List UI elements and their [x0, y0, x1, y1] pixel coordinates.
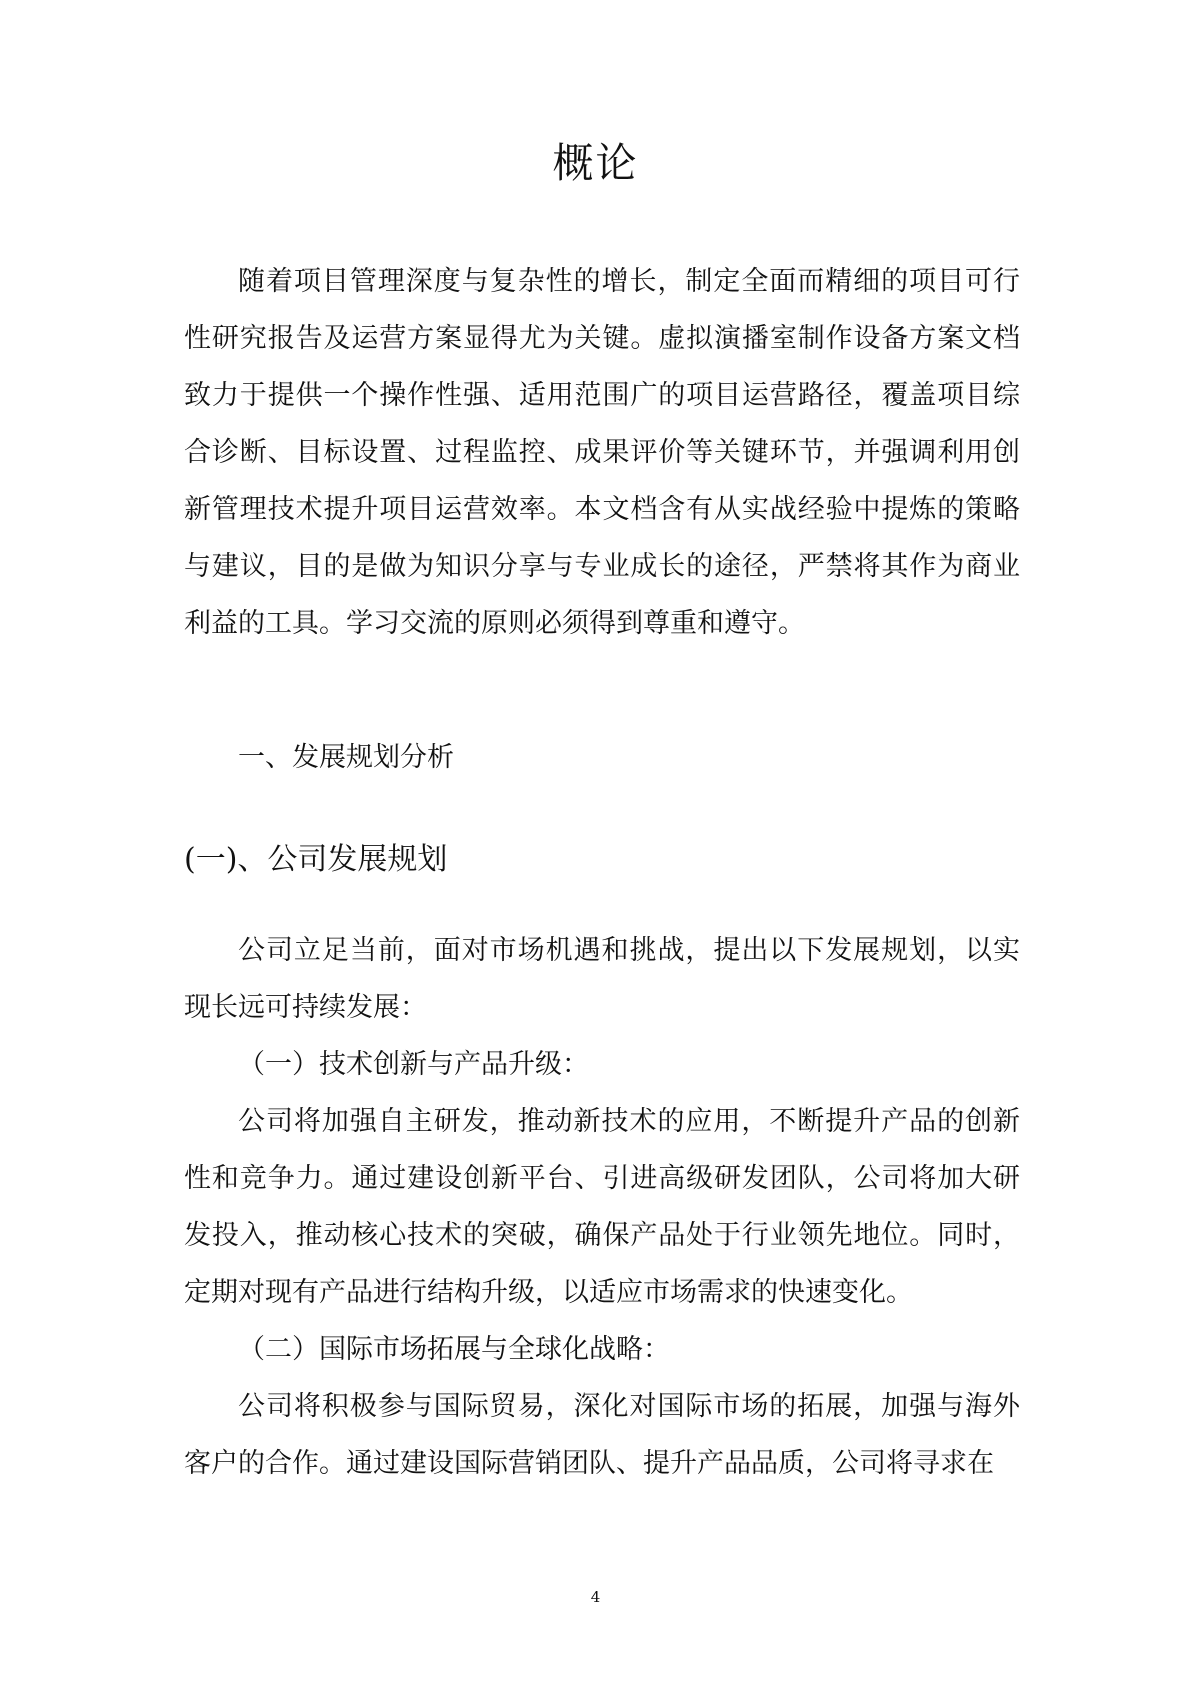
intro-paragraph: 随着项目管理深度与复杂性的增长，制定全面而精细的项目可行性研究报告及运营方案显得尤为关键。虚拟演播室制作设备方案文档致力于提供一个操作性强、适用范围广的项目运营路径，覆盖项目综合诊断、目标设置、过程监控、成果评价等关键环节，并强调利用创新管理技术提升项目运营效率。本文档含有从实战经验中提炼的策略与建议，目的是做为知识分享与专业成长的途径，严禁将其作为商业利益的工具。学习交流的原则必须得到尊重和遵守。 — [184, 266, 1020, 639]
section-heading: 一、发展规划分析 — [238, 742, 454, 773]
item2-paragraph: 公司将积极参与国际贸易，深化对国际市场的拓展，加强与海外客户的合作。通过建设国际营销团队、提升产品品质，公司将寻求在 — [184, 1391, 1020, 1479]
page-number: 4 — [590, 1588, 601, 1606]
page-title: 概论 — [552, 139, 639, 187]
subsection-heading: (一)、公司发展规划 — [184, 842, 448, 877]
plan-intro-paragraph: 公司立足当前，面对市场机遇和挑战，提出以下发展规划，以实现长远可持续发展： — [184, 935, 1020, 1023]
item1-paragraph: 公司将加强自主研发，推动新技术的应用，不断提升产品的创新性和竞争力。通过建设创新平台、引进高级研发团队，公司将加大研发投入，推动核心技术的突破，确保产品处于行业领先地位。同时，定期对现有产品进行结构升级，以适应市场需求的快速变化。 — [184, 1106, 1020, 1308]
item1-heading: （一）技术创新与产品升级： — [238, 1049, 589, 1080]
item2-heading: （二）国际市场拓展与全球化战略： — [238, 1334, 670, 1365]
